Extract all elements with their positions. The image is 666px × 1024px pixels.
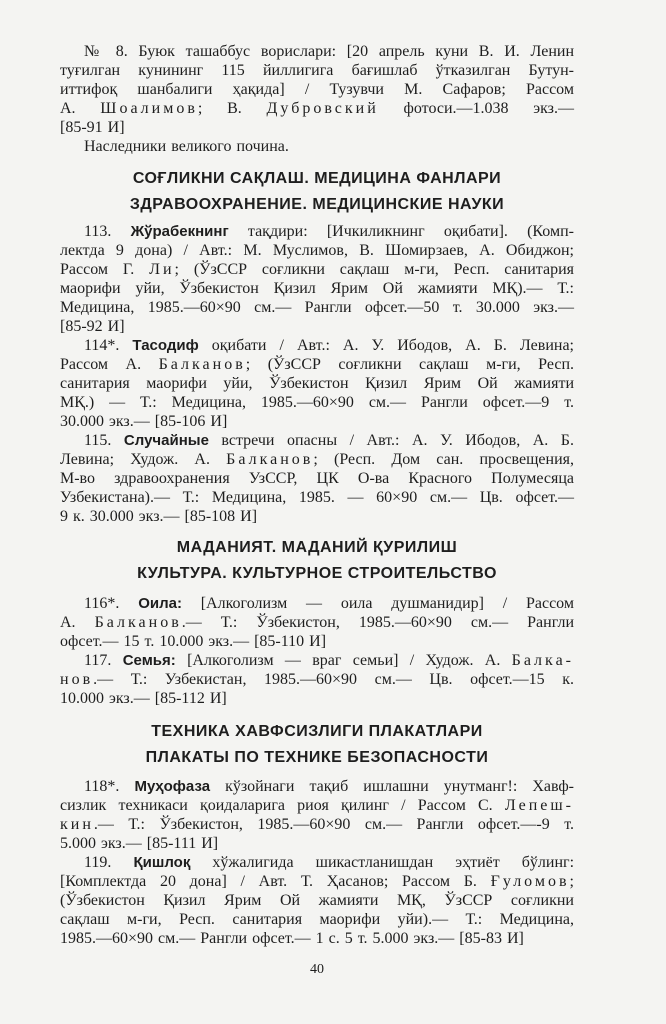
catalog-entry — [60, 137, 574, 156]
text: [85-92 И] — [60, 318, 125, 335]
text: [Алкоголизм — враг семьи] / Худож. А. — [175, 652, 512, 669]
text: 5.000 экз.— [85-111 И] — [60, 835, 219, 852]
document-page — [60, 0, 574, 979]
text: 113. — [84, 223, 131, 240]
text: ; — [569, 873, 574, 890]
entry-line — [60, 355, 574, 374]
section-heading: МАДАНИЯТ. МАДАНИЙ ҚУРИЛИШ — [176, 539, 458, 556]
text: Левина; Худож. А. — [60, 451, 227, 468]
text: .— Т.: Узбекистан, 1985.—60×90 см.— Цв. офсет.—15 к. — [93, 671, 574, 688]
text: № 8. Буюк ташаббус ворислари: [20 апрель куни В. И. Ленин — [84, 43, 574, 60]
text: оқибати / Авт.: А. У. Ибодов, А. Б. Левина; — [198, 337, 574, 354]
text: МҚ.) — Т.: Медицина, 1985.—60×90 см.— Рангли офсет.—9 т. — [60, 394, 574, 411]
entry-line — [60, 260, 574, 279]
entry-line — [60, 241, 574, 260]
text: 1985.—60×90 см.— Рангли офсет.— 1 с. 5 т. 5.000 экз.— [85-83 И] — [60, 930, 524, 947]
text: 9 к. 30.000 экз.— [85-108 И] — [60, 508, 258, 525]
entry-line — [60, 431, 574, 450]
person-name: Балканов — [226, 451, 314, 468]
text: туғилган кунининг 115 йиллигига бағишлаб ўтказилган Бутун- — [60, 62, 574, 79]
text: санитария маорифи уйи, Ўзбекистон Қизил Ярим Ой жамияти — [60, 375, 574, 392]
text: 114*. — [84, 337, 133, 354]
text: .— Т.: Ўзбекистон, 1985.—60×90 см.— Рангли офсет.—-9 т. — [93, 816, 574, 833]
text: встречи опасны / Авт.: А. У. Ибодов, А. Б. — [208, 432, 574, 449]
entry-line — [60, 815, 574, 834]
entry-line — [60, 689, 574, 708]
text: иттифоқ шанбалиги ҳақида] / Тузувчи М. Сафаров; Рассом — [60, 81, 574, 98]
text: кўзойнаги тақиб ишлашни унутманг!: Хавф- — [210, 778, 575, 795]
section-heading: СОҒЛИКНИ САҚЛАШ. МЕДИЦИНА ФАНЛАРИ — [132, 170, 502, 187]
catalog-entry — [60, 777, 574, 853]
entry-title: Случайные — [123, 432, 209, 449]
text: Узбекистана).— Т.: Медицина, 1985. — 60×90 см.— Цв. офсет.— — [60, 489, 574, 506]
person-name: Балканов — [158, 356, 246, 373]
entry-line — [60, 222, 574, 241]
entry-line — [60, 507, 574, 526]
entry-line — [60, 298, 574, 317]
entry-line — [60, 469, 574, 488]
entry-line — [60, 910, 574, 929]
entry-line — [60, 929, 574, 948]
section-heading: ПЛАКАТЫ ПО ТЕХНИКЕ БЕЗОПАСНОСТИ — [145, 749, 489, 766]
entry-line — [60, 317, 574, 336]
entry-line — [60, 118, 574, 137]
text: 115. — [84, 432, 124, 449]
entry-line — [60, 450, 574, 469]
text: Медицина, 1985.—60×90 см.— Рангли офсет.—50 т. 30.000 экз.— — [60, 299, 574, 316]
entry-title: Муҳофаза — [134, 778, 211, 795]
entry-line — [60, 412, 574, 431]
entry-line — [60, 670, 574, 689]
entry-line — [60, 279, 574, 298]
text: фотоси.—1.038 экз.— — [378, 100, 575, 117]
text: ; В. — [197, 100, 267, 117]
catalog-entry — [60, 336, 574, 431]
text: [Комплектда 20 дона] / Авт. Т. Ҳасанов; Рассом Б. — [60, 873, 491, 890]
entry-line — [60, 374, 574, 393]
text: 117. — [84, 652, 123, 669]
entry-line — [60, 594, 574, 613]
text: офсет.— 15 т. 10.000 экз.— [85-110 И] — [60, 633, 327, 650]
person-name: Балка- — [511, 652, 574, 669]
text: Рассом Г. — [60, 261, 150, 278]
text: 118*. — [84, 778, 135, 795]
catalog-entry — [60, 222, 574, 336]
entry-title: Оила: — [138, 595, 182, 612]
text: [85-91 И] — [60, 119, 125, 136]
text: А. — [60, 100, 101, 117]
person-name: Ғуломов — [490, 873, 570, 890]
person-name: кин — [60, 816, 94, 833]
text: 119. — [84, 854, 134, 871]
text: .— Т.: Ўзбекистон, 1985.—60×90 см.— Рангли — [181, 614, 575, 631]
catalog-entry — [60, 42, 574, 137]
text: 10.000 экз.— [85-112 И] — [60, 690, 227, 707]
entry-line — [60, 872, 574, 891]
person-name: Лепеш- — [504, 797, 574, 814]
catalog-entry — [60, 651, 574, 708]
entry-line — [60, 613, 574, 632]
text: Наследники великого почина. — [84, 138, 289, 155]
entry-line — [60, 393, 574, 412]
entry-line — [60, 488, 574, 507]
text: М-во здравоохранения УзССР, ЦК О-ва Красного Полумесяца — [60, 470, 574, 487]
entry-line — [60, 891, 574, 910]
entry-title: Семья: — [122, 652, 176, 669]
text: ; (ЎзССР соғликни сақлаш м-ги, Респ. санитария — [174, 261, 575, 278]
entry-line — [60, 99, 574, 118]
catalog-entry — [60, 431, 574, 526]
text: сизлик техникаси қоидаларига риоя қилинг / Рассом С. — [60, 797, 505, 814]
person-name: Балканов — [94, 614, 182, 631]
text: Рассом А. — [60, 356, 159, 373]
person-name: нов — [60, 671, 94, 688]
entry-line — [60, 632, 574, 651]
person-name: Шоалимов — [100, 100, 198, 117]
text: 30.000 экз.— [85-106 И] — [60, 413, 228, 430]
entry-title: Қишлоқ — [133, 854, 191, 871]
text: (Ўзбекистон Қизил Ярим Ой жамияти МҚ, ЎзССР соғликни — [60, 892, 574, 909]
catalog-entry — [60, 853, 574, 948]
text: А. — [60, 614, 95, 631]
entry-title: Жўрабекнинг — [130, 223, 229, 240]
entry-title: Тасодиф — [132, 337, 199, 354]
entry-line — [60, 777, 574, 796]
person-name: Дубровский — [266, 100, 379, 117]
entry-line — [60, 80, 574, 99]
text: ; (Респ. Дом сан. просвещения, — [313, 451, 574, 468]
entry-line — [60, 61, 574, 80]
section-heading: ЗДРАВООХРАНЕНИЕ. МЕДИЦИНСКИЕ НАУКИ — [129, 196, 505, 213]
text: лектда 9 дона) / Авт.: М. Муслимов, В. Шомирзаев, А. Обиджон; — [60, 242, 574, 259]
entry-line — [60, 42, 574, 61]
text: маорифи уйи, Ўзбекистон Қизил Ярим Ой жамияти МҚ).— Т.: — [60, 280, 574, 297]
text: тақдири: [Ичкиликнинг оқибати]. (Комп- — [228, 223, 574, 240]
section-heading: КУЛЬТУРА. КУЛЬТУРНОЕ СТРОИТЕЛЬСТВО — [137, 565, 497, 582]
text: 116*. — [84, 595, 139, 612]
entry-line — [60, 796, 574, 815]
entry-line — [60, 853, 574, 872]
entry-line — [60, 651, 574, 670]
entry-line — [60, 336, 574, 355]
entry-line — [60, 137, 574, 156]
catalog-entry — [60, 594, 574, 651]
text: хўжалигида шикастланишдан эҳтиёт бўлинг: — [190, 854, 575, 871]
person-name: Ли — [149, 261, 175, 278]
text: [Алкоголизм — оила душманидир] / Рассом — [181, 595, 574, 612]
text: сақлаш м-ги, Респ. санитария маорифи уйи).— Т.: Медицина, — [60, 911, 574, 928]
entry-line — [60, 834, 574, 853]
text: ; (ЎзССР соғликни сақлаш м-ги, Респ. — [245, 356, 575, 373]
section-heading: ТЕХНИКА ХАВФСИЗЛИГИ ПЛАКАТЛАРИ — [151, 723, 483, 740]
page-number: 40 — [310, 962, 324, 977]
